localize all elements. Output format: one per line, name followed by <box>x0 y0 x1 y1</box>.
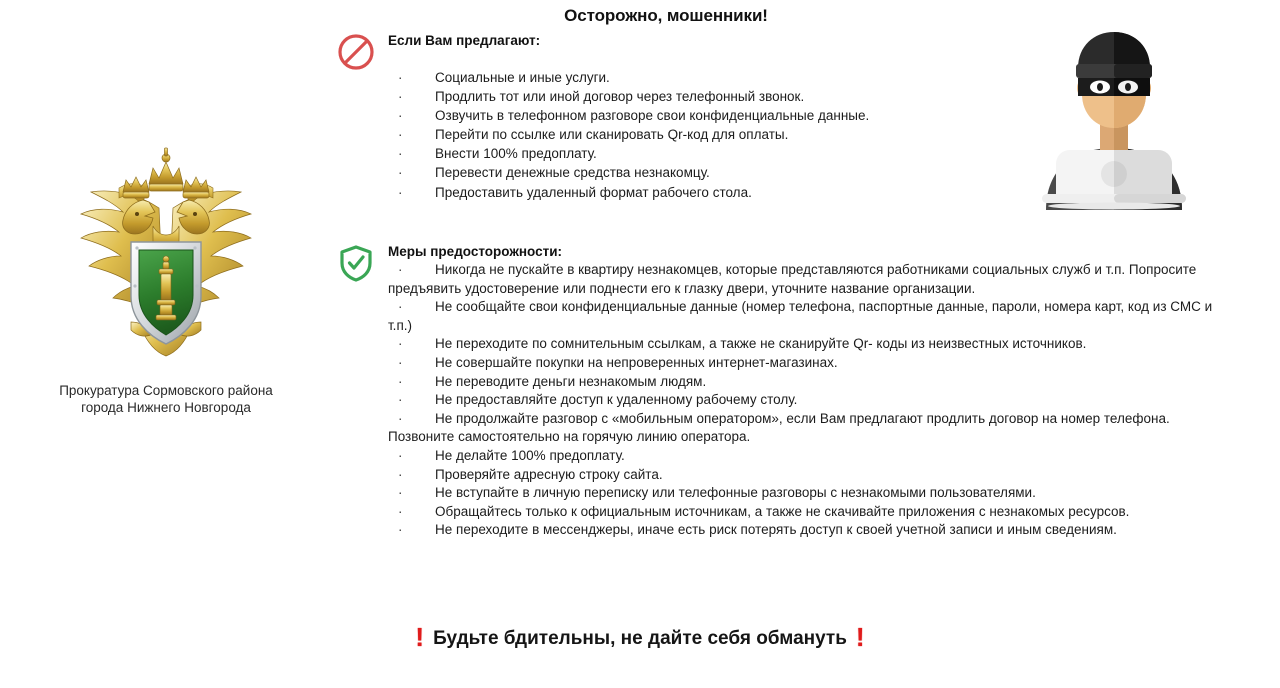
list-item <box>388 410 1236 447</box>
list-item-text: Социальные и иные услуги. <box>435 70 610 85</box>
bullet-marker: · <box>398 392 403 408</box>
bullet-marker: · <box>398 336 403 352</box>
bullet-marker: · <box>398 165 403 181</box>
bullet-marker: · <box>398 503 403 519</box>
list-item-text: Проверяйте адресную строку сайта. <box>435 466 663 482</box>
page-title: Осторожно, мошенники! <box>564 6 768 25</box>
emblem-block <box>16 146 316 416</box>
bullet-marker: · <box>398 354 403 370</box>
bullet-marker: · <box>398 410 403 426</box>
bullet-marker: · <box>398 522 403 538</box>
prohibition-sign-icon <box>336 32 376 72</box>
danger-heading: Если Вам предлагают: <box>388 33 541 48</box>
bullet-marker: · <box>398 146 403 162</box>
masked-hacker-icon <box>1016 24 1212 210</box>
bullet-marker: · <box>398 70 403 85</box>
bullet-marker: · <box>398 466 403 482</box>
list-item <box>388 391 1236 410</box>
list-item <box>388 107 976 126</box>
list-item-text: Перевести денежные средства незнакомцу. <box>435 165 710 181</box>
bullet-marker: · <box>398 447 403 463</box>
list-item <box>388 261 1236 298</box>
list-item <box>388 373 1236 392</box>
list-item-text: Не делайте 100% предоплату. <box>435 447 625 463</box>
safety-heading: Меры предосторожности: <box>388 244 563 259</box>
list-item-text: Обращайтесь только к официальным источникам, а также не скачивайте приложения с незнакомых ресурсов. <box>435 503 1130 519</box>
danger-section <box>336 32 976 203</box>
bullet-marker: · <box>398 127 403 143</box>
list-item <box>388 521 1236 540</box>
list-item <box>388 145 976 164</box>
prosecutor-emblem-icon <box>71 146 261 368</box>
shield-check-icon <box>336 243 376 283</box>
safety-section <box>336 243 1236 540</box>
list-item <box>388 69 976 88</box>
bullet-marker: · <box>398 89 403 105</box>
list-item <box>388 447 1236 466</box>
safety-list <box>388 261 1236 540</box>
emblem-caption <box>16 382 316 416</box>
list-item-text: Продлить тот или иной договор через телефонный звонок. <box>435 89 805 105</box>
list-item <box>388 126 976 145</box>
list-item-text: Не переходите в мессенджеры, иначе есть риск потерять доступ к своей учетной записи и иным сведениям. <box>435 522 1117 538</box>
list-item-text: Перейти по ссылке или сканировать Qr-код для оплаты. <box>435 127 789 143</box>
list-item-text: Не совершайте покупки на непроверенных интернет-магазинах. <box>435 354 838 370</box>
list-item-text: Не переходите по сомнительным ссылкам, а также не сканируйте Qr- коды из неизвестных источников. <box>435 336 1087 352</box>
bullet-marker: · <box>398 485 403 501</box>
list-item-text: Озвучить в телефонном разговоре свои конфиденциальные данные. <box>435 108 870 124</box>
list-item-text: Не продолжайте разговор с «мобильным оператором», если Вам предлагают продлить договор на номер телефона. Позвоните самостоятельно на горячую линию оператора. <box>388 410 1170 445</box>
list-item-text: Не сообщайте свои конфиденциальные данные (номер телефона, паспортные данные, пароли, номера карт, код из СМС и т.п.) <box>388 299 1213 333</box>
footer-warning-text: Будьте бдительны, не дайте себя обмануть <box>433 628 847 649</box>
list-item-text: Никогда не пускайте в квартиру незнакомцев, которые представляются работниками социальных служб и т.п. Попросите предъявить удостоверение или поднести его к глазку двери, уточните название организации. <box>388 262 1197 296</box>
list-item <box>388 484 1236 503</box>
bullet-marker: · <box>398 262 403 277</box>
bullet-marker: · <box>398 299 403 315</box>
list-item-text: Внести 100% предоплату. <box>435 146 597 162</box>
list-item-text: Не вступайте в личную переписку или телефонные разговоры с незнакомыми пользователями. <box>435 485 1036 501</box>
danger-list <box>388 69 976 202</box>
bullet-marker: · <box>398 184 403 200</box>
list-item-text: Не переводите деньги незнакомым людям. <box>435 373 707 389</box>
exclamation-mark-left-icon: ! <box>415 622 425 652</box>
list-item-text: Предоставить удаленный формат рабочего стола. <box>435 184 752 200</box>
list-item <box>388 184 976 203</box>
exclamation-mark-right-icon: ! <box>855 622 865 652</box>
list-item <box>388 164 976 183</box>
list-item <box>388 298 1236 335</box>
list-item <box>388 88 976 107</box>
emblem-caption-line-1: Прокуратура Сормовского района <box>59 383 273 398</box>
bullet-marker: · <box>398 108 403 124</box>
list-item <box>388 335 1236 354</box>
list-item <box>388 466 1236 485</box>
bullet-marker: · <box>398 373 403 389</box>
emblem-caption-line-2: города Нижнего Новгорода <box>81 400 251 415</box>
footer-warning <box>0 622 1280 653</box>
list-item <box>388 354 1236 373</box>
list-item-text: Не предоставляйте доступ к удаленному рабочему столу. <box>435 392 798 408</box>
list-item <box>388 503 1236 522</box>
